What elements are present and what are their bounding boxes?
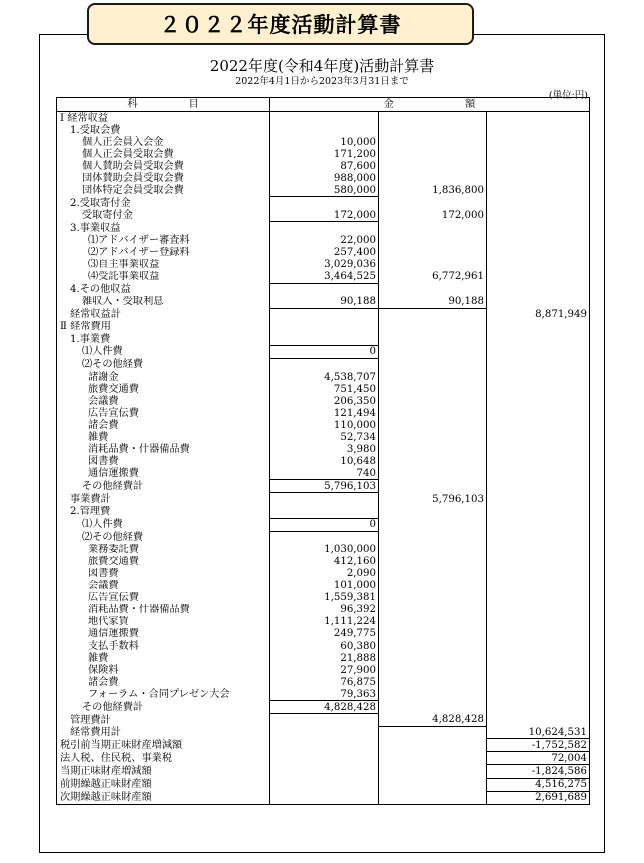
amount-col-2 bbox=[379, 222, 487, 235]
amount-col-1: 3,464,525 bbox=[270, 271, 379, 284]
table-row bbox=[57, 604, 590, 616]
amount-col-2 bbox=[379, 518, 487, 531]
amount-col-1: 96,392 bbox=[270, 604, 379, 616]
amount-col-1 bbox=[270, 752, 379, 765]
amount-col-1: 10,000 bbox=[270, 136, 379, 148]
table-row bbox=[57, 296, 590, 309]
amount-col-2 bbox=[379, 726, 487, 739]
row-label: 受取寄付金 bbox=[57, 209, 270, 222]
amount-col-3 bbox=[487, 455, 590, 467]
row-label: 通信運搬費 bbox=[57, 628, 270, 640]
amount-col-2 bbox=[379, 556, 487, 568]
row-label: ⑴人件費 bbox=[57, 518, 270, 531]
amount-col-2 bbox=[379, 308, 487, 321]
table-row bbox=[57, 112, 590, 125]
row-label: 雑収入・受取利息 bbox=[57, 296, 270, 309]
table-row bbox=[57, 688, 590, 701]
amount-col-2 bbox=[379, 259, 487, 271]
table-row bbox=[57, 568, 590, 580]
amount-col-3 bbox=[487, 506, 590, 519]
table-row bbox=[57, 714, 590, 727]
table-row bbox=[57, 739, 590, 752]
amount-col-3 bbox=[487, 296, 590, 309]
table-row bbox=[57, 765, 590, 778]
amount-col-1: 580,000 bbox=[270, 184, 379, 197]
amount-col-2 bbox=[379, 592, 487, 604]
table-row bbox=[57, 791, 590, 804]
amount-col-3 bbox=[487, 345, 590, 358]
amount-col-3 bbox=[487, 652, 590, 664]
amount-col-3 bbox=[487, 283, 590, 296]
amount-col-1 bbox=[270, 197, 379, 210]
amount-col-1: 751,450 bbox=[270, 383, 379, 395]
table-row bbox=[57, 383, 590, 395]
table-row bbox=[57, 752, 590, 765]
table-row bbox=[57, 580, 590, 592]
amount-col-3 bbox=[487, 580, 590, 592]
table-row bbox=[57, 371, 590, 383]
amount-col-1: 87,600 bbox=[270, 160, 379, 172]
row-label: 前期繰越正味財産額 bbox=[57, 778, 270, 791]
amount-col-1: 52,734 bbox=[270, 431, 379, 443]
table-row bbox=[57, 321, 590, 333]
amount-col-1: 21,888 bbox=[270, 652, 379, 664]
row-label: ⑵アドバイザー登録料 bbox=[57, 247, 270, 259]
amount-col-3 bbox=[487, 628, 590, 640]
amount-col-1 bbox=[270, 222, 379, 235]
table-row bbox=[57, 283, 590, 296]
amount-col-2 bbox=[379, 431, 487, 443]
row-label: 地代家賃 bbox=[57, 616, 270, 628]
row-label: 通信運搬費 bbox=[57, 467, 270, 480]
table-row bbox=[57, 247, 590, 259]
amount-col-3 bbox=[487, 714, 590, 727]
amount-col-2 bbox=[379, 345, 487, 358]
row-label: ⑴人件費 bbox=[57, 345, 270, 358]
amount-col-1: 90,188 bbox=[270, 296, 379, 309]
header-subject: 科 目 bbox=[57, 98, 270, 112]
row-label: 経常費用計 bbox=[57, 726, 270, 739]
row-label: 諸会費 bbox=[57, 676, 270, 688]
amount-col-1: 3,980 bbox=[270, 443, 379, 455]
amount-col-3 bbox=[487, 395, 590, 407]
table-row bbox=[57, 726, 590, 739]
amount-col-3 bbox=[487, 604, 590, 616]
amount-col-1 bbox=[270, 531, 379, 544]
amount-col-2 bbox=[379, 739, 487, 752]
document-title: 2022年度(令和4年度)活動計算書 bbox=[209, 57, 435, 75]
row-label: 個人正会員受取会費 bbox=[57, 148, 270, 160]
amount-col-1 bbox=[270, 726, 379, 739]
amount-col-1 bbox=[270, 791, 379, 804]
amount-col-3: -1,824,586 bbox=[487, 765, 590, 778]
amount-col-2 bbox=[379, 664, 487, 676]
table-row bbox=[57, 652, 590, 664]
amount-col-2 bbox=[379, 467, 487, 480]
amount-col-3: -1,752,582 bbox=[487, 739, 590, 752]
amount-col-3 bbox=[487, 209, 590, 222]
amount-col-2 bbox=[379, 371, 487, 383]
table-row bbox=[57, 172, 590, 184]
amount-col-3 bbox=[487, 616, 590, 628]
row-label: 事業費計 bbox=[57, 493, 270, 506]
row-label: 3.事業収益 bbox=[57, 222, 270, 235]
document-frame bbox=[39, 34, 605, 853]
amount-col-1: 121,494 bbox=[270, 407, 379, 419]
amount-col-2 bbox=[379, 628, 487, 640]
table-row bbox=[57, 640, 590, 652]
amount-col-3 bbox=[487, 467, 590, 480]
amount-col-3 bbox=[487, 247, 590, 259]
row-label: その他経費計 bbox=[57, 480, 270, 493]
amount-col-3 bbox=[487, 531, 590, 544]
row-label: 消耗品費・什器備品費 bbox=[57, 604, 270, 616]
amount-col-1: 79,363 bbox=[270, 688, 379, 701]
row-label: 広告宣伝費 bbox=[57, 592, 270, 604]
amount-col-2 bbox=[379, 124, 487, 136]
amount-col-1 bbox=[270, 333, 379, 346]
amount-col-1: 3,029,036 bbox=[270, 259, 379, 271]
table-row bbox=[57, 271, 590, 284]
header-amount: 金 額 bbox=[270, 98, 590, 112]
amount-col-1: 172,000 bbox=[270, 209, 379, 222]
amount-col-3 bbox=[487, 676, 590, 688]
amount-col-3 bbox=[487, 160, 590, 172]
amount-col-2: 1,836,800 bbox=[379, 184, 487, 197]
amount-col-1 bbox=[270, 739, 379, 752]
table-row bbox=[57, 664, 590, 676]
row-label: 諸謝金 bbox=[57, 371, 270, 383]
table-row bbox=[57, 455, 590, 467]
table-row bbox=[57, 395, 590, 407]
unit-label: (単位:円) bbox=[548, 90, 588, 101]
banner-title: ２０２２年度活動計算書 bbox=[87, 3, 474, 45]
amount-col-3: 10,624,531 bbox=[487, 726, 590, 739]
row-label: ⑷受託事業収益 bbox=[57, 271, 270, 284]
amount-col-1 bbox=[270, 321, 379, 333]
table-row bbox=[57, 480, 590, 493]
amount-col-3 bbox=[487, 259, 590, 271]
amount-col-3 bbox=[487, 271, 590, 284]
amount-col-3 bbox=[487, 136, 590, 148]
amount-col-2 bbox=[379, 580, 487, 592]
amount-col-1: 5,796,103 bbox=[270, 480, 379, 493]
amount-col-3 bbox=[487, 333, 590, 346]
amount-col-3 bbox=[487, 701, 590, 714]
table-row bbox=[57, 160, 590, 172]
table-row bbox=[57, 259, 590, 271]
table-row bbox=[57, 531, 590, 544]
amount-col-3 bbox=[487, 592, 590, 604]
amount-col-3 bbox=[487, 493, 590, 506]
amount-col-1: 1,111,224 bbox=[270, 616, 379, 628]
amount-col-1: 22,000 bbox=[270, 234, 379, 246]
amount-col-1: 2,090 bbox=[270, 568, 379, 580]
activity-statement-table bbox=[56, 97, 590, 805]
row-label: 経常収益計 bbox=[57, 308, 270, 321]
amount-col-1: 27,900 bbox=[270, 664, 379, 676]
row-label: その他経費計 bbox=[57, 701, 270, 714]
amount-col-1 bbox=[270, 358, 379, 371]
amount-col-3 bbox=[487, 383, 590, 395]
table-row bbox=[57, 419, 590, 431]
amount-col-3 bbox=[487, 197, 590, 210]
row-label: 1.受取会費 bbox=[57, 124, 270, 136]
amount-col-1: 412,160 bbox=[270, 556, 379, 568]
amount-col-1 bbox=[270, 283, 379, 296]
table-row bbox=[57, 234, 590, 246]
amount-col-1: 0 bbox=[270, 518, 379, 531]
table-row bbox=[57, 676, 590, 688]
amount-col-3 bbox=[487, 222, 590, 235]
table-row bbox=[57, 701, 590, 714]
amount-col-3 bbox=[487, 124, 590, 136]
row-label: 図書費 bbox=[57, 568, 270, 580]
row-label: 保険料 bbox=[57, 664, 270, 676]
amount-col-1: 101,000 bbox=[270, 580, 379, 592]
amount-col-1: 1,030,000 bbox=[270, 544, 379, 556]
row-label: 会議費 bbox=[57, 395, 270, 407]
amount-col-2 bbox=[379, 652, 487, 664]
amount-col-3 bbox=[487, 431, 590, 443]
row-label: 支払手数料 bbox=[57, 640, 270, 652]
amount-col-2: 172,000 bbox=[379, 209, 487, 222]
row-label: ⑵その他経費 bbox=[57, 358, 270, 371]
amount-col-3: 72,004 bbox=[487, 752, 590, 765]
amount-col-2: 6,772,961 bbox=[379, 271, 487, 284]
amount-col-2 bbox=[379, 531, 487, 544]
table-row bbox=[57, 556, 590, 568]
amount-col-3 bbox=[487, 112, 590, 125]
amount-col-3 bbox=[487, 688, 590, 701]
amount-col-2 bbox=[379, 395, 487, 407]
amount-col-2 bbox=[379, 247, 487, 259]
amount-col-2 bbox=[379, 688, 487, 701]
row-label: ⑵その他経費 bbox=[57, 531, 270, 544]
table-row bbox=[57, 592, 590, 604]
amount-col-2 bbox=[379, 568, 487, 580]
reporting-period: 2022年4月1日から2023年3月31日まで bbox=[235, 76, 409, 87]
amount-col-2 bbox=[379, 676, 487, 688]
amount-col-2 bbox=[379, 172, 487, 184]
table-row bbox=[57, 616, 590, 628]
row-label: 諸会費 bbox=[57, 419, 270, 431]
row-label: Ⅰ 経常収益 bbox=[57, 112, 270, 125]
amount-col-2 bbox=[379, 419, 487, 431]
amount-col-2: 4,828,428 bbox=[379, 714, 487, 727]
amount-col-3 bbox=[487, 371, 590, 383]
row-label: 雑費 bbox=[57, 431, 270, 443]
table-row bbox=[57, 136, 590, 148]
amount-col-1: 4,828,428 bbox=[270, 701, 379, 714]
row-label: 税引前当期正味財産増減額 bbox=[57, 739, 270, 752]
table-row bbox=[57, 308, 590, 321]
row-label: フォーラム・合同プレゼン大会 bbox=[57, 688, 270, 701]
amount-col-2 bbox=[379, 112, 487, 125]
table-body bbox=[57, 112, 590, 805]
amount-col-2 bbox=[379, 443, 487, 455]
amount-col-2: 90,188 bbox=[379, 296, 487, 309]
row-label: 旅費交通費 bbox=[57, 383, 270, 395]
amount-col-1: 0 bbox=[270, 345, 379, 358]
row-label: 消耗品費・什器備品費 bbox=[57, 443, 270, 455]
amount-col-3 bbox=[487, 443, 590, 455]
amount-col-3 bbox=[487, 172, 590, 184]
amount-col-2 bbox=[379, 791, 487, 804]
amount-col-3: 8,871,949 bbox=[487, 308, 590, 321]
amount-col-2 bbox=[379, 506, 487, 519]
row-label: 法人税、住民税、事業税 bbox=[57, 752, 270, 765]
table-row bbox=[57, 506, 590, 519]
row-label: 4.その他収益 bbox=[57, 283, 270, 296]
row-label: 2.受取寄付金 bbox=[57, 197, 270, 210]
amount-col-2 bbox=[379, 383, 487, 395]
row-label: 旅費交通費 bbox=[57, 556, 270, 568]
table-row bbox=[57, 467, 590, 480]
amount-col-1 bbox=[270, 124, 379, 136]
amount-col-3 bbox=[487, 480, 590, 493]
amount-col-3 bbox=[487, 148, 590, 160]
amount-col-2 bbox=[379, 544, 487, 556]
amount-col-1 bbox=[270, 308, 379, 321]
amount-col-1 bbox=[270, 778, 379, 791]
row-label: 団体特定会員受取会費 bbox=[57, 184, 270, 197]
table-row bbox=[57, 431, 590, 443]
amount-col-1: 206,350 bbox=[270, 395, 379, 407]
amount-col-3 bbox=[487, 664, 590, 676]
table-row bbox=[57, 407, 590, 419]
amount-col-3 bbox=[487, 321, 590, 333]
table-row bbox=[57, 544, 590, 556]
amount-col-2 bbox=[379, 640, 487, 652]
amount-col-3 bbox=[487, 640, 590, 652]
amount-col-2 bbox=[379, 197, 487, 210]
amount-col-1: 249,775 bbox=[270, 628, 379, 640]
row-label: 業務委託費 bbox=[57, 544, 270, 556]
amount-col-3 bbox=[487, 184, 590, 197]
amount-col-2 bbox=[379, 407, 487, 419]
amount-col-2 bbox=[379, 136, 487, 148]
amount-col-1: 4,538,707 bbox=[270, 371, 379, 383]
amount-col-1 bbox=[270, 112, 379, 125]
row-label: ⑴アドバイザー審査料 bbox=[57, 234, 270, 246]
amount-col-1: 1,559,381 bbox=[270, 592, 379, 604]
row-label: 個人賛助会員受取会費 bbox=[57, 160, 270, 172]
row-label: 会議費 bbox=[57, 580, 270, 592]
amount-col-1: 171,200 bbox=[270, 148, 379, 160]
row-label: 当期正味財産増減額 bbox=[57, 765, 270, 778]
amount-col-2 bbox=[379, 701, 487, 714]
amount-col-3 bbox=[487, 568, 590, 580]
row-label: 個人正会員入会金 bbox=[57, 136, 270, 148]
amount-col-1: 76,875 bbox=[270, 676, 379, 688]
amount-col-1 bbox=[270, 714, 379, 727]
amount-col-3 bbox=[487, 518, 590, 531]
amount-col-2 bbox=[379, 752, 487, 765]
amount-col-2 bbox=[379, 778, 487, 791]
amount-col-2 bbox=[379, 480, 487, 493]
row-label: 2.管理費 bbox=[57, 506, 270, 519]
amount-col-1: 110,000 bbox=[270, 419, 379, 431]
amount-col-1 bbox=[270, 506, 379, 519]
amount-col-1 bbox=[270, 493, 379, 506]
amount-col-2 bbox=[379, 616, 487, 628]
amount-col-1: 60,380 bbox=[270, 640, 379, 652]
table-row bbox=[57, 148, 590, 160]
amount-col-3 bbox=[487, 407, 590, 419]
table-row bbox=[57, 124, 590, 136]
amount-col-3 bbox=[487, 544, 590, 556]
row-label: 1.事業費 bbox=[57, 333, 270, 346]
amount-col-1: 988,000 bbox=[270, 172, 379, 184]
row-label: 団体賛助会員受取会費 bbox=[57, 172, 270, 184]
table-row bbox=[57, 628, 590, 640]
amount-col-3: 2,691,689 bbox=[487, 791, 590, 804]
row-label: 次期繰越正味財産額 bbox=[57, 791, 270, 804]
table-row bbox=[57, 345, 590, 358]
table-row bbox=[57, 358, 590, 371]
row-label: 管理費計 bbox=[57, 714, 270, 727]
amount-col-1: 10,648 bbox=[270, 455, 379, 467]
amount-col-2 bbox=[379, 283, 487, 296]
amount-col-2 bbox=[379, 160, 487, 172]
table-header-row bbox=[57, 98, 590, 112]
table-row bbox=[57, 209, 590, 222]
table-row bbox=[57, 222, 590, 235]
amount-col-2 bbox=[379, 358, 487, 371]
row-label: Ⅱ 経常費用 bbox=[57, 321, 270, 333]
amount-col-3 bbox=[487, 556, 590, 568]
table-row bbox=[57, 197, 590, 210]
amount-col-2 bbox=[379, 234, 487, 246]
table-row bbox=[57, 184, 590, 197]
table-row bbox=[57, 333, 590, 346]
amount-col-2 bbox=[379, 148, 487, 160]
amount-col-2 bbox=[379, 455, 487, 467]
amount-col-1: 740 bbox=[270, 467, 379, 480]
amount-col-2 bbox=[379, 321, 487, 333]
table-row bbox=[57, 778, 590, 791]
row-label: ⑶自主事業収益 bbox=[57, 259, 270, 271]
row-label: 雑費 bbox=[57, 652, 270, 664]
table-row bbox=[57, 518, 590, 531]
row-label: 広告宣伝費 bbox=[57, 407, 270, 419]
amount-col-2 bbox=[379, 333, 487, 346]
row-label: 図書費 bbox=[57, 455, 270, 467]
amount-col-1: 257,400 bbox=[270, 247, 379, 259]
table-row bbox=[57, 443, 590, 455]
amount-col-2: 5,796,103 bbox=[379, 493, 487, 506]
amount-col-3: 4,516,275 bbox=[487, 778, 590, 791]
amount-col-3 bbox=[487, 234, 590, 246]
amount-col-3 bbox=[487, 419, 590, 431]
table-row bbox=[57, 493, 590, 506]
amount-col-1 bbox=[270, 765, 379, 778]
amount-col-3 bbox=[487, 358, 590, 371]
amount-col-2 bbox=[379, 604, 487, 616]
amount-col-2 bbox=[379, 765, 487, 778]
